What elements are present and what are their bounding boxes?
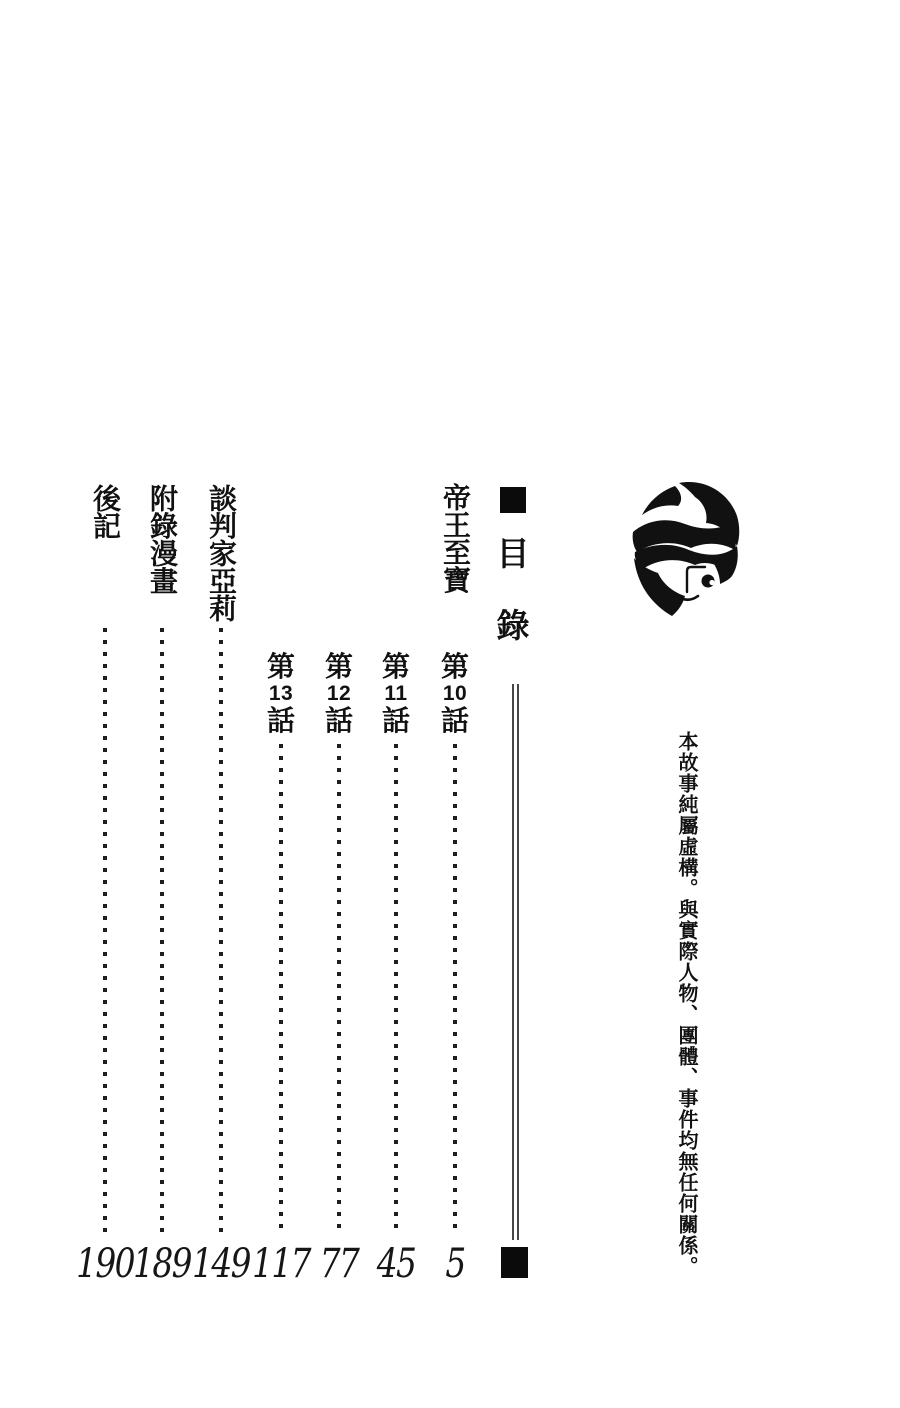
series-title: 帝王至寶 [440, 483, 471, 593]
chapter-number: 12 [326, 682, 352, 705]
swirl-face-logo-icon [625, 480, 741, 622]
toc-entry-chapter-11 [382, 652, 410, 735]
chapter-prefix: 第 [440, 651, 470, 682]
chapter-suffix: 話 [440, 705, 470, 736]
chapter-number: 11 [384, 682, 408, 705]
dotted-leader [103, 628, 107, 1236]
toc-header-char: 錄 [496, 607, 530, 644]
toc-entry-afterword: 後記 [90, 484, 121, 539]
chapter-prefix: 第 [381, 651, 411, 682]
toc-entry-bonus-manga: 附錄漫畫 [147, 484, 178, 594]
page-number: 189 [133, 1241, 191, 1287]
double-rule-divider [512, 684, 519, 1240]
fiction-disclaimer: 本故事純屬虛構。與實際人物、團體、事件均無任何關係。 [675, 731, 697, 1277]
page-number: 190 [76, 1241, 134, 1287]
dotted-leader [453, 744, 457, 1236]
chapter-suffix: 話 [381, 705, 411, 736]
page-number: 117 [252, 1241, 310, 1287]
dotted-leader [394, 744, 398, 1236]
chapter-prefix: 第 [324, 651, 354, 682]
toc-header-char: 目 [496, 535, 530, 572]
toc-entry-negotiator-ali: 談判家亞莉 [206, 484, 237, 622]
chapter-prefix: 第 [266, 651, 296, 682]
chapter-suffix: 話 [266, 705, 296, 736]
chapter-number: 13 [268, 682, 294, 705]
toc-footer-square-marker [501, 1247, 528, 1278]
toc-entry-chapter-10 [441, 652, 469, 735]
page-number: 77 [319, 1241, 359, 1287]
page-number: 149 [192, 1241, 250, 1287]
page-number: 45 [376, 1241, 416, 1287]
dotted-leader [337, 744, 341, 1236]
toc-entry-chapter-13 [267, 652, 295, 735]
dotted-leader [219, 628, 223, 1236]
page-number: 5 [445, 1241, 465, 1287]
chapter-suffix: 話 [324, 705, 354, 736]
dotted-leader [160, 628, 164, 1236]
toc-entry-chapter-12 [325, 652, 353, 735]
chapter-number: 10 [442, 682, 468, 705]
dotted-leader [279, 744, 283, 1236]
toc-header-square-marker [500, 487, 526, 513]
